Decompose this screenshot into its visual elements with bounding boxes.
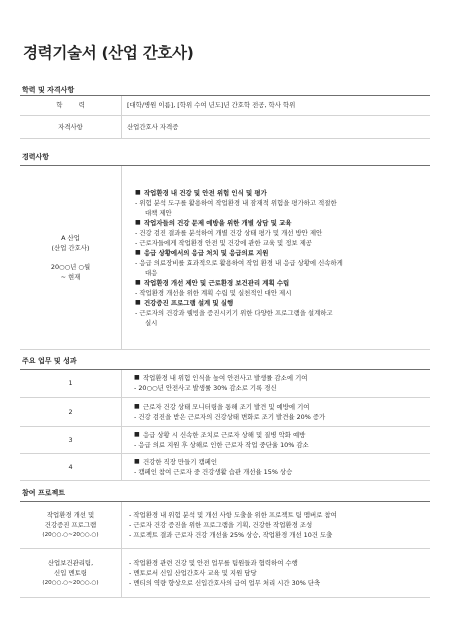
education-table	[20, 96, 430, 139]
list-item: - 응급 의료 지원 후 상해로 인한 근로자 작업 중단율 10% 감소	[134, 440, 309, 449]
list-item: - 작업환경 관련 건강 및 안전 업무를 팀원들과 협력하여 수행	[129, 558, 298, 567]
duty-number: 4	[20, 453, 122, 480]
list-item: - 멘티의 역량 향상으로 신입간호사의 급여 업무 처리 시간 30% 단축	[129, 578, 321, 587]
project-name: 산업보건관리팀,	[47, 558, 94, 567]
list-item: - 20○○년 안전사고 발생률 30% 감소로 기록 경신	[134, 384, 277, 393]
table-row	[20, 426, 430, 453]
career-period: 20○○년 ○월	[50, 263, 91, 271]
list-item: - 작업환경 내 위험 분석 및 개선 사항 도출을 위한 프로젝트 팀 멤버로 참여	[129, 510, 337, 519]
education-heading: 학력 및 자격사항	[22, 86, 75, 94]
career-item: ■ 작업환경 내 건강 및 안전 위험 인식 및 평가	[135, 188, 267, 197]
career-role: (산업 간호사)	[51, 244, 90, 252]
project-period: (20○○.○~20○○.○)	[42, 531, 99, 538]
list-item: - 멘토로서 신입 산업간호사 교육 및 지원 담당	[129, 568, 257, 577]
table-row	[20, 502, 430, 548]
list-item: ■ 응급 상황 시 신속한 조치로 근로자 상해 및 질병 악화 예방	[134, 430, 306, 439]
page-title: 경력기술서 (산업 간호사)	[23, 44, 194, 62]
table-row	[20, 370, 430, 397]
projects-heading: 참여 프로젝트	[22, 489, 66, 497]
table-row	[20, 453, 430, 480]
list-item: ■ 작업환경 내 위험 인식을 높여 안전사고 발생률 감소에 기여	[134, 374, 308, 383]
list-item: - 건강 검진 결과를 분석하여 개별 건강 상태 평가 및 개선 방안 제안	[135, 228, 323, 237]
list-item: - 근로자의 건강과 웰빙을 증진시키기 위한 다양한 프로그램을 설계하고	[135, 308, 333, 317]
table-row	[20, 96, 430, 115]
table-row	[20, 166, 430, 350]
duties-table	[20, 370, 430, 481]
career-org: A 산업	[61, 234, 80, 242]
project-name: 건강증진 프로그램	[44, 520, 97, 529]
table-row	[20, 397, 430, 426]
list-item: - 건강 검진을 받은 근로자의 건강상태 변화로 조기 발견율 20% 증가	[134, 412, 326, 421]
duty-number: 1	[20, 370, 122, 397]
projects-table	[20, 502, 430, 598]
career-item: ■ 건강증진 프로그램 설계 및 실행	[135, 298, 234, 307]
list-item: - 작업환경 개선을 위한 계획 수립 및 실천적인 대안 제시	[135, 288, 292, 297]
list-item: ■ 건강한 직장 만들기 캠페인	[134, 457, 218, 466]
career-details	[122, 166, 431, 350]
project-period: (20○○.○~20○○.○)	[42, 579, 99, 586]
career-item: ■ 응급 상황에서의 응급 처치 및 응급의료 지원	[135, 248, 269, 257]
project-name: 작업환경 개선 및	[46, 510, 95, 519]
education-label: 학 력	[20, 96, 122, 115]
career-section	[20, 152, 430, 350]
education-value: [대학/병원 이름], [학위 수여 년도]년 간호학 전공, 학사 학위	[122, 96, 431, 115]
list-item: - 위험 분석 도구를 활용하여 작업환경 내 잠재적 위험을 평가하고 적절한	[135, 198, 337, 207]
duties-heading: 주요 업무 및 성과	[22, 357, 77, 365]
list-item: - 프로젝트 결과 근로자 건강 개선율 25% 상승, 작업환경 개선 10건 도출	[129, 530, 333, 539]
project-name-cell	[20, 502, 122, 548]
list-item: 대응	[145, 268, 158, 277]
career-item: ■ 작업자들의 건강 문제 예방을 위한 개별 상담 및 교육	[135, 218, 292, 227]
license-value: 산업간호사 자격증	[122, 115, 431, 138]
projects-section	[20, 488, 430, 598]
list-item: 실시	[145, 318, 158, 327]
list-item: - 근로자 건강 증진을 위한 프로그램을 기획, 건강한 작업환경 조성	[129, 520, 313, 529]
list-item: ■ 근로자 건강 상태 모니터링을 통해 조기 발견 및 예방에 기여	[134, 402, 310, 411]
career-org-cell	[20, 166, 122, 350]
career-period-end: ~ 현재	[60, 273, 81, 281]
list-item: - 캠페인 참여 근로자 중 건강생활 습관 개선율 15% 상승	[134, 467, 293, 476]
table-row	[20, 115, 430, 138]
career-table	[20, 166, 430, 350]
license-label: 자격사항	[20, 115, 122, 138]
education-section	[20, 85, 430, 139]
duties-section	[20, 356, 430, 481]
project-name: 신입 멘토링	[54, 568, 87, 577]
table-row	[20, 548, 430, 597]
list-item: - 응급 의료장비를 효과적으로 활용하여 작업 환경 내 응급 상황에 신속하게	[135, 258, 343, 267]
list-item: - 근로자들에게 작업환경 안전 및 건강에 관한 교육 및 정보 제공	[135, 238, 312, 247]
project-name-cell	[20, 548, 122, 597]
career-heading: 경력사항	[22, 153, 50, 161]
duty-number: 3	[20, 426, 122, 453]
career-item: ■ 작업환경 개선 제안 및 근로환경 보건관리 계획 수립	[135, 278, 290, 287]
list-item: 대책 제안	[145, 208, 172, 217]
duty-number: 2	[20, 397, 122, 426]
